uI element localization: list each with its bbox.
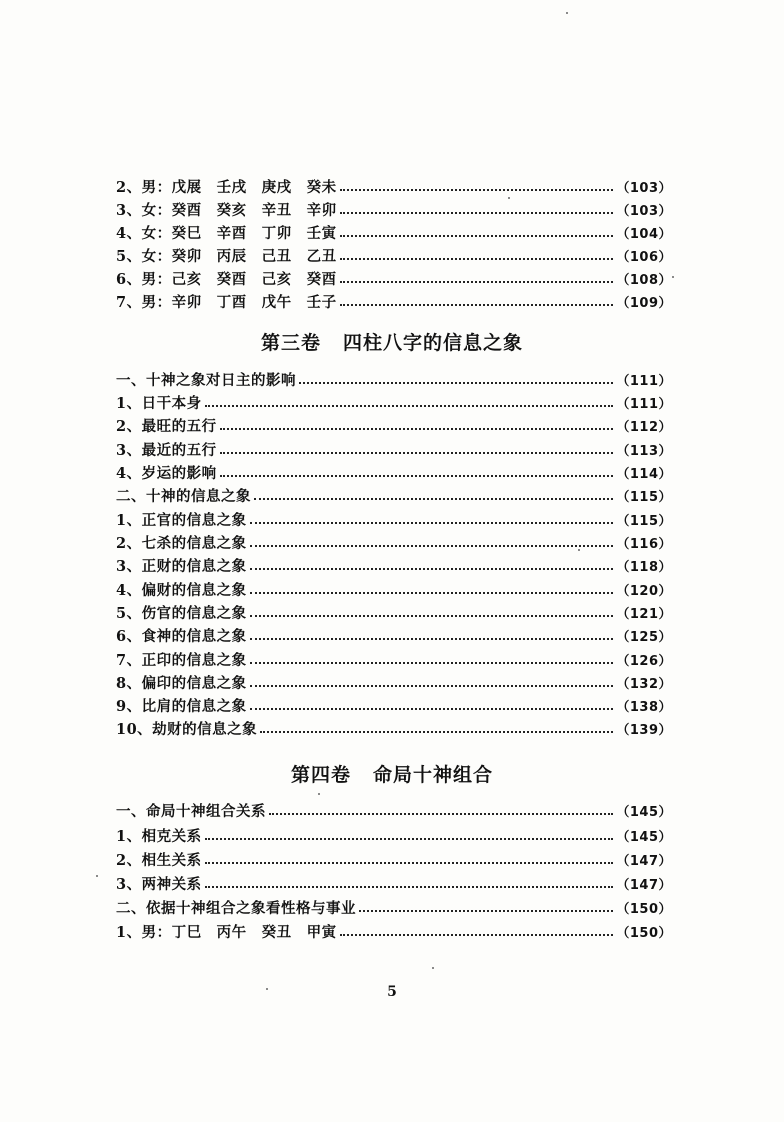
toc-entry-page: （103） [616,180,672,196]
toc-entry-page: （104） [616,226,672,242]
dot-leader [220,410,614,430]
toc-entry-label: 一、命局十神组合关系 [116,802,266,820]
dot-leader [340,217,614,237]
dot-leader [340,171,614,191]
toc-entry-page: （111） [616,396,672,412]
dot-leader [250,644,614,664]
scan-speck [508,197,510,199]
toc-entry[interactable] [116,716,672,740]
toc-entry-page: （145） [616,804,672,820]
toc-entry-label: 3、正财的信息之象 [116,557,247,575]
toc-entry-page: （132） [616,676,672,692]
scan-speck [672,276,674,278]
toc-entry-label: 1、日干本身 [116,394,202,412]
toc-entry-page: （112） [616,419,672,435]
dot-leader [250,574,614,594]
volume-4-title: 命局十神组合 [373,764,494,786]
toc-entry-label: 2、相生关系 [116,851,202,869]
scan-speck [96,875,98,877]
toc-entry-page: （138） [616,699,672,715]
dot-leader [340,916,614,936]
toc-entry-label: 9、比肩的信息之象 [116,697,247,715]
toc-entry-label: 1、正官的信息之象 [116,511,247,529]
dot-leader [340,194,614,214]
dot-leader [260,713,613,733]
toc-entry-label: 8、偏印的信息之象 [116,674,247,692]
toc-entry-page: （115） [616,513,672,529]
dot-leader [250,690,614,710]
volume-3-title: 四柱八字的信息之象 [343,332,524,354]
dot-leader [205,868,614,888]
dot-leader [340,286,614,306]
dot-leader [254,480,613,500]
toc-entry-page: （120） [616,583,672,599]
toc-entry-page: （115） [616,489,672,505]
toc-entry-label: 4、女：癸巳 辛酉 丁卯 壬寅 [116,224,337,242]
toc-entry-label: 7、男：辛卯 丁酉 戊午 壬子 [116,293,337,311]
toc-entry-page: （111） [616,373,672,389]
toc-entry-page: （139） [616,722,672,738]
toc-entry[interactable] [116,798,672,822]
scan-speck [318,793,320,795]
dot-leader [359,892,613,912]
dot-leader [220,434,614,454]
toc-entry-page: （113） [616,443,672,459]
dot-leader [250,597,614,617]
dot-leader [220,457,614,477]
dot-leader [299,364,613,384]
toc-entry[interactable] [116,919,672,943]
toc-entry[interactable] [116,289,672,313]
dot-leader [205,387,614,407]
toc-entry-page: （150） [616,925,672,941]
toc-entry-label: 5、女：癸卯 丙辰 己丑 乙丑 [116,247,337,265]
toc-entry-label: 二、十神的信息之象 [116,487,251,505]
toc-entry-label: 二、依据十神组合之象看性格与事业 [116,899,356,917]
toc-entry-page: （147） [616,853,672,869]
toc-entry-label: 3、两神关系 [116,875,202,893]
toc-entry-page: （125） [616,629,672,645]
toc-entry-page: （145） [616,829,672,845]
page-number: 5 [387,984,397,1000]
toc-entry-page: （108） [616,272,672,288]
volume-3-heading [0,328,784,355]
toc-entry-label: 3、最近的五行 [116,441,217,459]
volume-3-number: 第三卷 [260,332,321,354]
toc-entry-page: （118） [616,559,672,575]
toc-entry-label: 10、劫财的信息之象 [116,720,258,738]
dot-leader [250,620,614,640]
dot-leader [340,263,614,283]
toc-entry-label: 2、七杀的信息之象 [116,534,247,552]
toc-entry-label: 5、伤官的信息之象 [116,604,247,622]
scan-speck [266,988,268,990]
toc-entry-label: 2、男：戊展 壬戌 庚戌 癸未 [116,178,337,196]
toc-entry-label: 4、偏财的信息之象 [116,581,247,599]
toc-entry-label: 一、十神之象对日主的影响 [116,371,296,389]
toc-entry-page: （150） [616,901,672,917]
toc-entry-page: （116） [616,536,672,552]
toc-entry-label: 3、女：癸酉 癸亥 辛丑 辛卯 [116,201,337,219]
dot-leader [340,240,614,260]
toc-entry-page: （114） [616,466,672,482]
toc-entry-page: （121） [616,606,672,622]
scan-speck [566,12,568,14]
toc-entry-page: （106） [616,249,672,265]
dot-leader [205,820,614,840]
toc-entry-label: 2、最旺的五行 [116,417,217,435]
scan-speck [432,967,434,969]
dot-leader [205,844,614,864]
toc-entry-page: （147） [616,877,672,893]
volume-4-heading [0,760,784,787]
dot-leader [250,504,614,524]
scan-speck [578,549,580,551]
dot-leader [250,527,614,547]
dot-leader [269,795,613,815]
dot-leader [250,550,614,570]
dot-leader [250,667,614,687]
toc-entry-page: （126） [616,653,672,669]
toc-entry-label: 1、相克关系 [116,827,202,845]
toc-entry-page: （109） [616,295,672,311]
toc-entry-label: 6、男：己亥 癸酉 己亥 癸酉 [116,270,337,288]
toc-entry-label: 4、岁运的影响 [116,464,217,482]
toc-entry-label: 1、男：丁巳 丙午 癸丑 甲寅 [116,923,337,941]
toc-entry-label: 6、食神的信息之象 [116,627,247,645]
toc-entry-label: 7、正印的信息之象 [116,651,247,669]
toc-entry-page: （103） [616,203,672,219]
volume-4-number: 第四卷 [290,764,351,786]
